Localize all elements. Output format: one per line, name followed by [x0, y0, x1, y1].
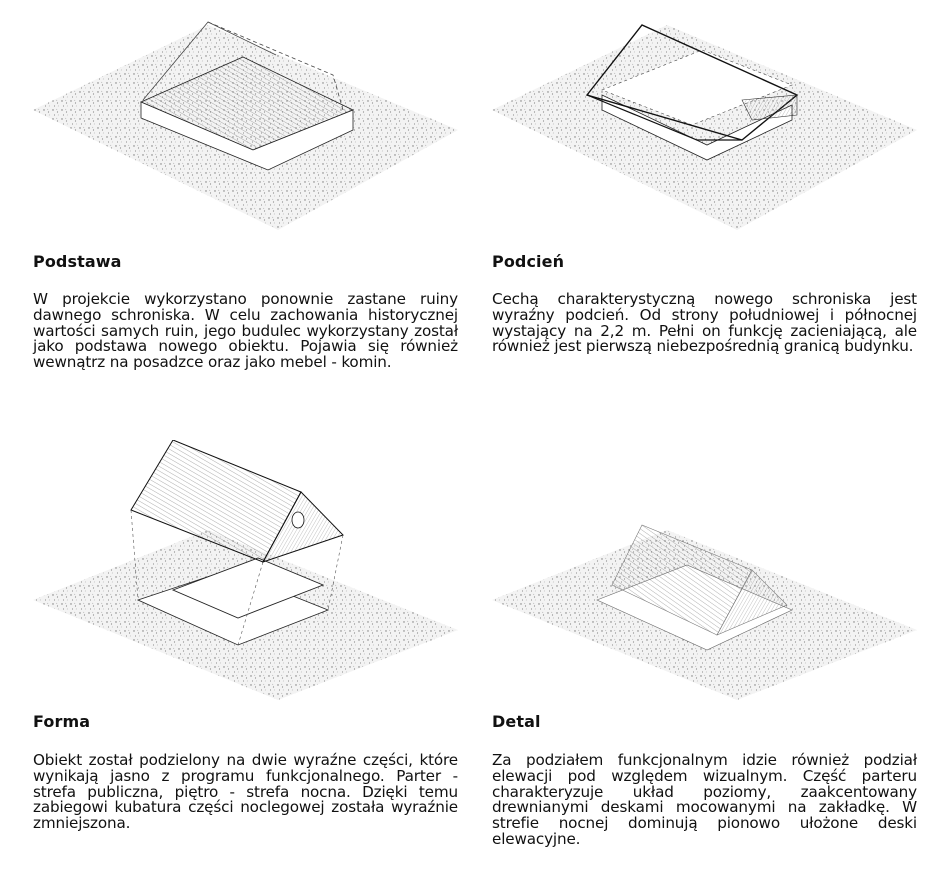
diagram-forma: [33, 440, 473, 700]
panel-podcien: [492, 0, 932, 440]
round-window: [292, 512, 304, 528]
panel-title: Forma: [33, 712, 91, 731]
panel-podstawa: [33, 0, 473, 440]
panel-text: W projekcie wykorzystano ponownie zastane ruiny dawnego schroniska. W celu zachowania historycznej wartości samych ruin, jego budulec wykorzystany został jako podstawa nowego obiektu. Pojawia się również wewnątrz na posadzce oraz jako mebel - komin.: [33, 290, 458, 372]
panel-text: Obiekt został podzielony na dwie wyraźne części, które wynikają jasno z programu funkcjonalnego. Parter - strefa publiczna, piętro - strefa nocna. Dzięki temu zabiegowi kubatura części noclegowej została wyraźnie zmniejszona.: [33, 751, 458, 833]
panel-detal: [492, 440, 932, 879]
panel-forma: [33, 440, 473, 879]
panel-text: Za podziałem funkcjonalnym idzie również podział elewacji pod względem wizualnym. Część parteru charakteryzuje układ poziomy, zaakcentowany drewnianymi deskami mocowanymi na zakładkę. W strefie nocnej dominują pionowo ułożone deski elewacyjne.: [492, 751, 917, 848]
diagram-podstawa: [33, 0, 473, 240]
panel-text: Cechą charakterystyczną nowego schroniska jest wyraźny podcień. Od strony południowej i północnej wystający na 2,2 m. Pełni on funkcję zacieniającą, ale również jest pierwszą niebezpośrednią granicą budynku.: [492, 290, 917, 356]
panel-title: Detal: [492, 712, 541, 731]
panel-title: Podcień: [492, 252, 565, 271]
panel-title: Podstawa: [33, 252, 122, 271]
diagram-detal: [492, 440, 932, 700]
diagram-podcien: [492, 0, 932, 240]
